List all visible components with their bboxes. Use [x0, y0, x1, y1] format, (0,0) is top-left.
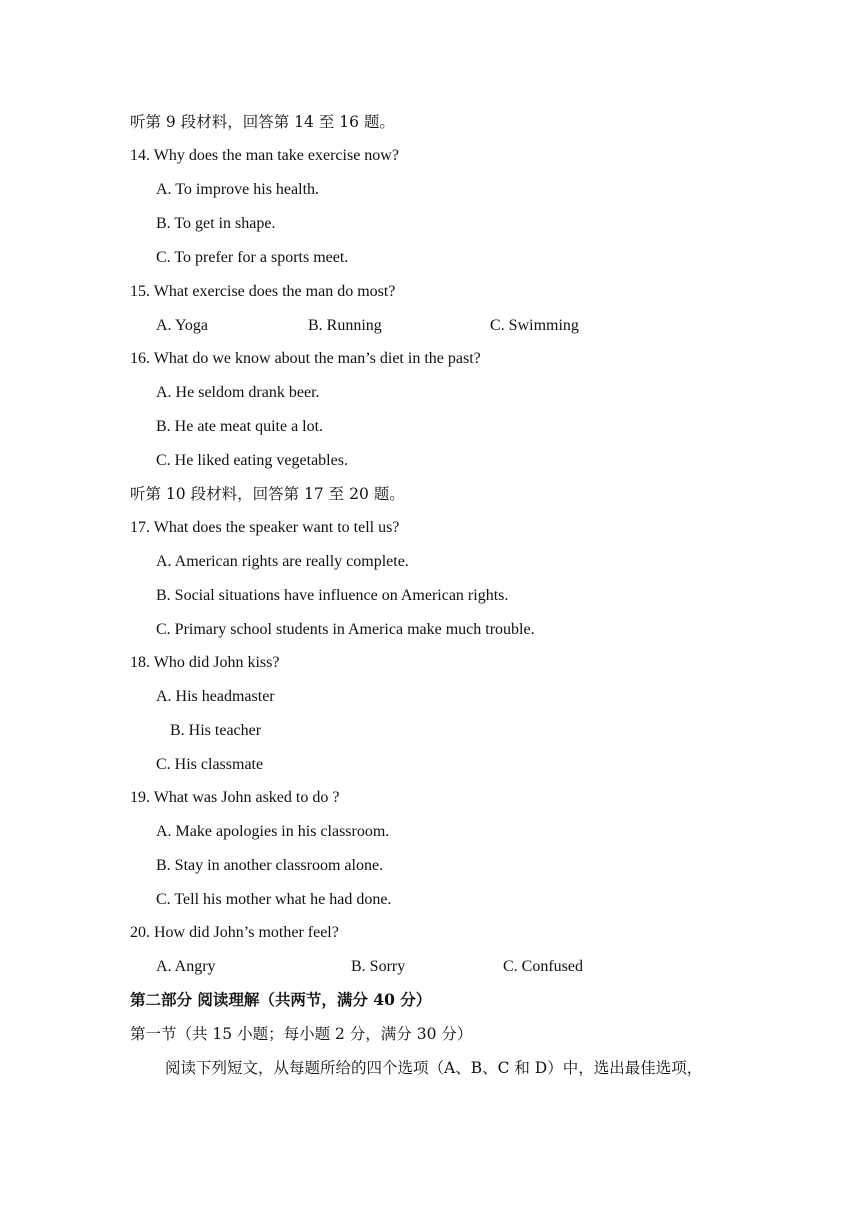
question-20-option-b: B. Sorry: [351, 958, 406, 975]
question-15-stem: 15. What exercise does the man do most?: [130, 283, 396, 300]
question-19-stem: 19. What was John asked to do ?: [130, 789, 340, 806]
question-14-option-b: B. To get in shape.: [156, 215, 276, 232]
question-18-option-a: A. His headmaster: [156, 688, 275, 705]
question-14-option-a: A. To improve his health.: [156, 181, 320, 198]
question-16-stem: 16. What do we know about the man’s diet in the past?: [130, 350, 481, 367]
question-20-option-a: A. Angry: [156, 958, 216, 975]
question-19-option-a: A. Make apologies in his classroom.: [156, 823, 390, 840]
question-17-option-c: C. Primary school students in America make much trouble.: [156, 621, 535, 638]
question-17-stem: 17. What does the speaker want to tell us?: [130, 519, 400, 536]
section1-title: 第一节（共 15 小题；每小题 2 分，满分 30 分）: [130, 1025, 473, 1043]
reading-instruction: 阅读下列短文，从每题所给的四个选项（A、B、C 和 D）中，选出最佳选项，: [165, 1059, 703, 1077]
question-16-option-c: C. He liked eating vegetables.: [156, 452, 348, 469]
question-18-option-b: B. His teacher: [170, 722, 262, 739]
question-19-option-c: C. Tell his mother what he had done.: [156, 891, 392, 908]
question-17-option-a: A. American rights are really complete.: [156, 553, 409, 570]
question-16-option-a: A. He seldom drank beer.: [156, 384, 320, 401]
question-14-stem: 14. Why does the man take exercise now?: [130, 147, 399, 164]
question-20-option-c: C. Confused: [503, 958, 583, 975]
question-20-stem: 20. How did John’s mother feel?: [130, 924, 339, 941]
question-15-option-c: C. Swimming: [490, 317, 579, 334]
part2-title: 第二部分 阅读理解（共两节，满分 40 分）: [130, 990, 432, 1009]
question-18-option-c: C. His classmate: [156, 756, 264, 773]
section10-header: 听第 10 段材料，回答第 17 至 20 题。: [130, 485, 405, 503]
question-18-stem: 18. Who did John kiss?: [130, 654, 280, 671]
question-17-option-b: B. Social situations have influence on American rights.: [156, 587, 509, 604]
question-15-option-a: A. Yoga: [156, 317, 209, 334]
section9-header: 听第 9 段材料，回答第 14 至 16 题。: [130, 113, 395, 131]
question-16-option-b: B. He ate meat quite a lot.: [156, 418, 324, 435]
question-14-option-c: C. To prefer for a sports meet.: [156, 249, 349, 266]
question-19-option-b: B. Stay in another classroom alone.: [156, 857, 384, 874]
question-15-option-b: B. Running: [308, 317, 382, 334]
